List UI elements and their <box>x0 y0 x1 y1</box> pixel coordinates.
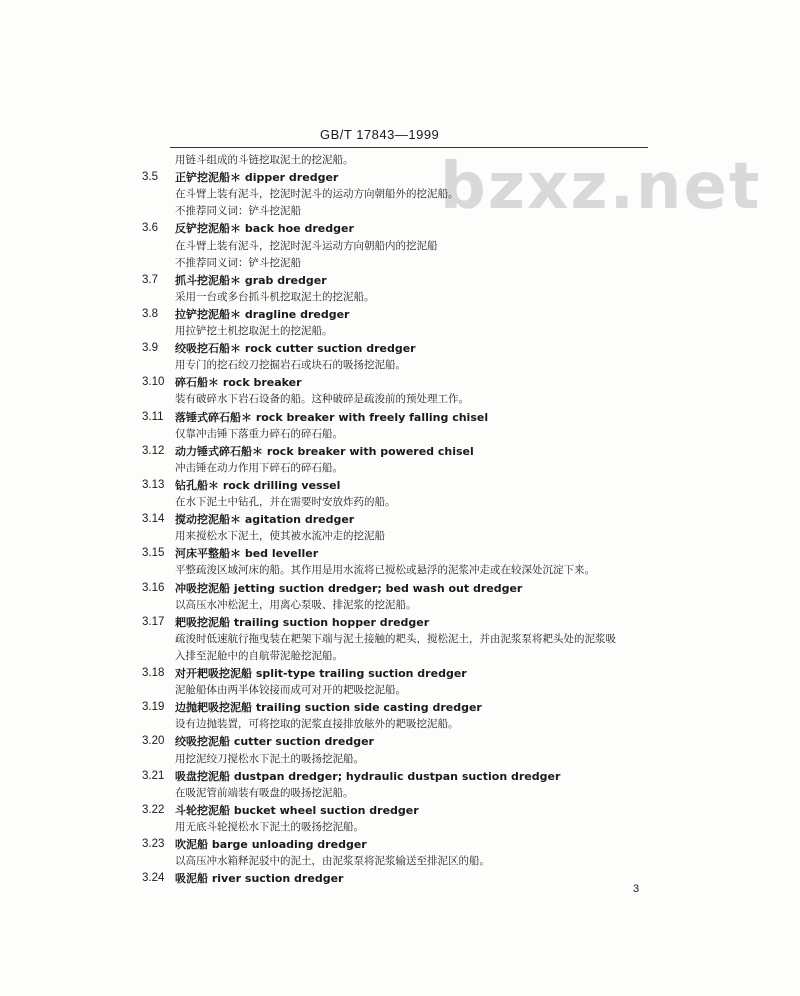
entry-definition-line: 用专门的挖石绞刀挖掘岩石或块石的吸扬挖泥船。 <box>175 359 406 372</box>
entry-definition-line: 用拉铲挖土机挖取泥土的挖泥船。 <box>175 325 333 337</box>
entry-number: 3.7 <box>142 273 158 286</box>
entry-number: 3.24 <box>142 872 165 885</box>
entry-definition-line: 不推荐同义词：铲斗挖泥船 <box>175 256 301 269</box>
entry-number: 3.13 <box>142 478 165 491</box>
entry-term: 动力锤式碎石船＊ rock breaker with powered chisel <box>175 444 474 458</box>
standard-code-header: GB/T 17843—1999 <box>320 127 440 142</box>
entry-definition-line: 用无底斗轮搅松水下泥土的吸扬挖泥船。 <box>175 820 364 833</box>
entry-term: 绞吸挖石船＊ rock cutter suction dredger <box>175 342 416 356</box>
entry-number: 3.21 <box>142 769 165 782</box>
entry-number: 3.22 <box>142 803 165 816</box>
entry-number: 3.18 <box>142 667 165 679</box>
entry-number: 3.6 <box>142 222 158 235</box>
entry-term: 抓斗挖泥船＊ grab dredger <box>175 273 327 287</box>
entry-definition-line: 用挖泥绞刀搅松水下泥土的吸扬挖泥船。 <box>175 752 364 765</box>
entry-number: 3.17 <box>142 615 165 628</box>
entry-definition-line: 平整疏浚区域河床的船。其作用是用水流将已搅松或悬浮的泥浆冲走或在较深处沉淀下来。 <box>175 564 595 577</box>
entry-term: 冲吸挖泥船 jetting suction dredger; bed wash out dredger <box>175 581 523 595</box>
header-rule <box>170 147 648 148</box>
entry-definition-line: 不推荐同义词：铲斗挖泥船 <box>175 205 301 218</box>
entry-number: 3.12 <box>142 444 165 457</box>
entry-term: 碎石船＊ rock breaker <box>175 376 302 390</box>
entry-term: 钻孔船＊ rock drilling vessel <box>175 478 341 492</box>
entry-number: 3.20 <box>142 735 165 748</box>
entry-definition-line: 用来搅松水下泥土，使其被水流冲走的挖泥船 <box>175 530 385 543</box>
entry-number: 3.10 <box>142 376 165 389</box>
page-number: 3 <box>633 883 640 895</box>
entry-number: 3.8 <box>142 307 158 320</box>
entry-definition-line: 仅靠冲击锤下落重力碎石的碎石船。 <box>175 427 343 440</box>
entry-definition-line: 以高压水冲松泥土，用离心泵吸、排泥浆的挖泥船。 <box>175 598 417 611</box>
entry-definition-line: 以高压冲水箱释泥驳中的泥土，由泥浆泵将泥浆输送至排泥区的船。 <box>175 855 490 868</box>
entry-definition-line: 在斗臂上装有泥斗，挖泥时泥斗的运动方向朝船外的挖泥船。 <box>175 188 459 201</box>
entry-definition-line: 装有破碎水下岩石设备的船。这种破碎是疏浚前的预处理工作。 <box>175 393 469 406</box>
watermark: bzxz.net <box>440 150 762 224</box>
entry-number: 3.16 <box>142 581 165 594</box>
entry-term: 正铲挖泥船＊ dipper dredger <box>175 171 339 185</box>
entry-term: 绞吸挖泥船 cutter suction dredger <box>175 735 374 749</box>
entry-term: 反铲挖泥船＊ back hoe dredger <box>175 222 354 236</box>
entry-term: 吹泥船 barge unloading dredger <box>175 838 367 851</box>
entry-number: 3.5 <box>142 171 158 184</box>
entry-term: 搅动挖泥船＊ agitation dredger <box>175 513 355 527</box>
entry-number: 3.11 <box>142 410 164 423</box>
entry-term: 对开耙吸挖泥船 split-type trailing suction dredger <box>175 667 467 680</box>
entry-definition-line: 采用一台或多台抓斗机挖取泥土的挖泥船。 <box>175 290 375 303</box>
entry-number: 3.19 <box>142 701 165 714</box>
entry-term: 拉铲挖泥船＊ dragline dredger <box>175 307 350 321</box>
entry-definition-line: 设有边抛装置，可将挖取的泥浆直接排放舷外的耙吸挖泥船。 <box>175 718 459 731</box>
entry-definition-line: 在斗臂上装有泥斗，挖泥时泥斗运动方向朝船内的挖泥船 <box>175 239 438 252</box>
entry-definition-line: 在吸泥管前端装有吸盘的吸扬挖泥船。 <box>175 786 354 799</box>
entry-definition-line: 冲击锤在动力作用下碎石的碎石船。 <box>175 461 343 474</box>
entry-term: 斗轮挖泥船 bucket wheel suction dredger <box>175 803 419 817</box>
entry-term: 落锤式碎石船＊ rock breaker with freely falling chisel <box>175 410 489 424</box>
entry-term: 吸泥船 river suction dredger <box>175 872 344 886</box>
entry-definition-line: 在水下泥土中钻孔，并在需要时安放炸药的船。 <box>175 496 396 508</box>
entry-definition-line: 疏浚时低速航行拖曳装在耙架下端与泥土接触的耙头，搅松泥土，并由泥浆泵将耙头处的泥浆吸 <box>175 632 616 645</box>
entry-term: 吸盘挖泥船 dustpan dredger; hydraulic dustpan suction dredger <box>175 769 561 783</box>
entry-number: 3.15 <box>142 547 165 560</box>
entry-term: 边抛耙吸挖泥船 trailing suction side casting dredger <box>175 701 482 715</box>
entry-number: 3.14 <box>142 513 165 526</box>
entry-term: 耙吸挖泥船 trailing suction hopper dredger <box>175 615 430 629</box>
entry-term: 河床平整船＊ bed leveller <box>175 547 319 561</box>
entry-number: 3.23 <box>142 838 165 850</box>
entry-number: 3.9 <box>142 342 158 355</box>
lead-text: 用链斗组成的斗链挖取泥土的挖泥船。 <box>175 154 354 166</box>
entry-definition-line: 入排至泥舱中的自航带泥舱挖泥船。 <box>175 649 343 662</box>
entry-definition-line: 泥舱船体由两半体铰接而成可对开的耙吸挖泥船。 <box>175 684 406 697</box>
